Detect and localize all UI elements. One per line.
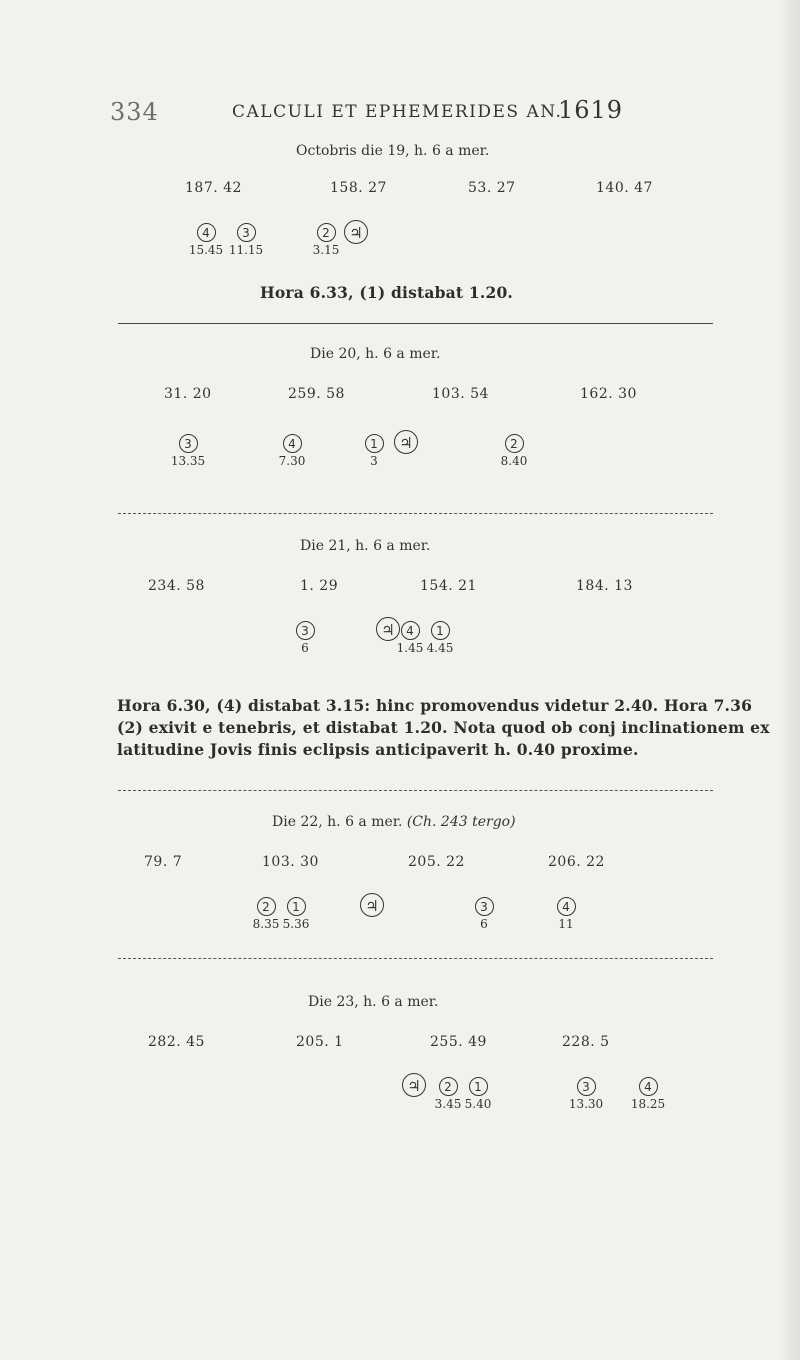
position-value: 1. 29 [300,578,339,594]
position-value: 255. 49 [430,1034,487,1050]
satellite-1 [452,1076,504,1111]
position-value: 31. 20 [164,386,212,402]
satellite-distance: 13.30 [568,1097,604,1111]
satellite-2-icon: 2 [439,1077,458,1096]
satellite-distance: 1.45 [396,641,424,655]
satellite-2-icon: 2 [257,897,276,916]
satellite-distance: 3.15 [312,243,340,257]
satellite-4 [622,1076,674,1111]
position-value: 158. 27 [330,180,387,196]
note-line: Hora 6.30, (4) distabat 3.15: hinc promovendus videtur 2.40. Hora 7.36 [117,696,753,715]
satellite-distance: 6 [301,641,309,655]
note-line: latitudine Jovis finis eclipsis anticipaverit h. 0.40 proxime. [117,740,639,759]
satellite-1-icon: 1 [469,1077,488,1096]
jupiter [330,220,382,244]
satellite-distance: 3.45 [434,1097,462,1111]
caption-reference: (Ch. 243 tergo) [406,814,516,830]
satellite-1 [414,620,466,655]
position-value: 282. 45 [148,1034,205,1050]
satellite-3-icon: 3 [179,434,198,453]
satellite-4-icon: 4 [639,1077,658,1096]
satellite-distance: 13.35 [170,454,206,468]
satellite-2-icon: 2 [317,223,336,242]
position-value: 103. 54 [432,386,489,402]
page-edge-shadow [778,0,800,1360]
satellite-distance: 4.45 [426,641,454,655]
position-value: 205. 1 [296,1034,344,1050]
position-value: 103. 30 [262,854,319,870]
satellite-3-icon: 3 [475,897,494,916]
jupiter-icon: ♃ [376,617,400,641]
satellite-4-icon: 4 [197,223,216,242]
satellite-4-icon: 4 [557,897,576,916]
satellite-3 [279,620,331,655]
satellite-4 [266,433,318,468]
jupiter-icon: ♃ [360,893,384,917]
satellite-3-icon: 3 [296,621,315,640]
section-divider [118,513,713,514]
satellite-distance: 3 [370,454,378,468]
satellite-4 [540,896,592,931]
satellite-2 [488,433,540,468]
satellite-1 [270,896,322,931]
satellite-4-icon: 4 [401,621,420,640]
observation-note: Hora 6.33, (1) distabat 1.20. [260,283,514,302]
section-divider [118,323,713,324]
note-line: (2) exivit e tenebris, et distabat 1.20. Nota quod ob conj inclinationem ex [117,718,770,737]
section-caption: Die 21, h. 6 a mer. [300,538,431,554]
satellite-2-icon: 2 [505,434,524,453]
header-year: 1619 [558,96,624,124]
satellite-distance: 8.40 [500,454,528,468]
position-value: 228. 5 [562,1034,610,1050]
satellite-3 [162,433,214,468]
section-caption: Die 23, h. 6 a mer. [308,994,439,1010]
position-value: 162. 30 [580,386,637,402]
jupiter-icon: ♃ [394,430,418,454]
page-number: 334 [110,98,159,126]
satellite-1-icon: 1 [365,434,384,453]
satellite-3-icon: 3 [577,1077,596,1096]
jupiter-icon: ♃ [402,1073,426,1097]
running-title: CALCULI ET EPHEMERIDES AN. [232,102,563,122]
satellite-distance: 7.30 [278,454,306,468]
jupiter [346,893,398,917]
satellite-distance: 11.15 [228,243,264,257]
position-value: 259. 58 [288,386,345,402]
satellite-distance: 5.36 [282,917,310,931]
satellite-1-icon: 1 [287,897,306,916]
satellite-1-icon: 1 [431,621,450,640]
satellite-distance: 15.45 [188,243,224,257]
position-value: 79. 7 [144,854,183,870]
jupiter [380,430,432,454]
section-caption: Die 20, h. 6 a mer. [310,346,441,362]
satellite-distance: 11 [558,917,574,931]
position-value: 187. 42 [185,180,242,196]
jupiter-icon: ♃ [344,220,368,244]
section-caption [272,814,516,830]
satellite-distance: 18.25 [630,1097,666,1111]
satellite-distance: 8.35 [252,917,280,931]
position-value: 206. 22 [548,854,605,870]
satellite-4-icon: 4 [283,434,302,453]
satellite-distance: 5.40 [464,1097,492,1111]
position-value: 234. 58 [148,578,205,594]
section-divider [118,790,713,791]
position-value: 53. 27 [468,180,516,196]
position-value: 140. 47 [596,180,653,196]
section-divider [118,958,713,959]
observation-note [117,695,770,761]
satellite-3 [220,222,272,257]
satellite-distance: 6 [480,917,488,931]
satellite-3 [458,896,510,931]
position-value: 184. 13 [576,578,633,594]
position-value: 154. 21 [420,578,477,594]
section-caption: Octobris die 19, h. 6 a mer. [296,143,490,159]
satellite-3 [560,1076,612,1111]
caption-text: Die 22, h. 6 a mer. [272,814,403,830]
position-value: 205. 22 [408,854,465,870]
satellite-3-icon: 3 [237,223,256,242]
